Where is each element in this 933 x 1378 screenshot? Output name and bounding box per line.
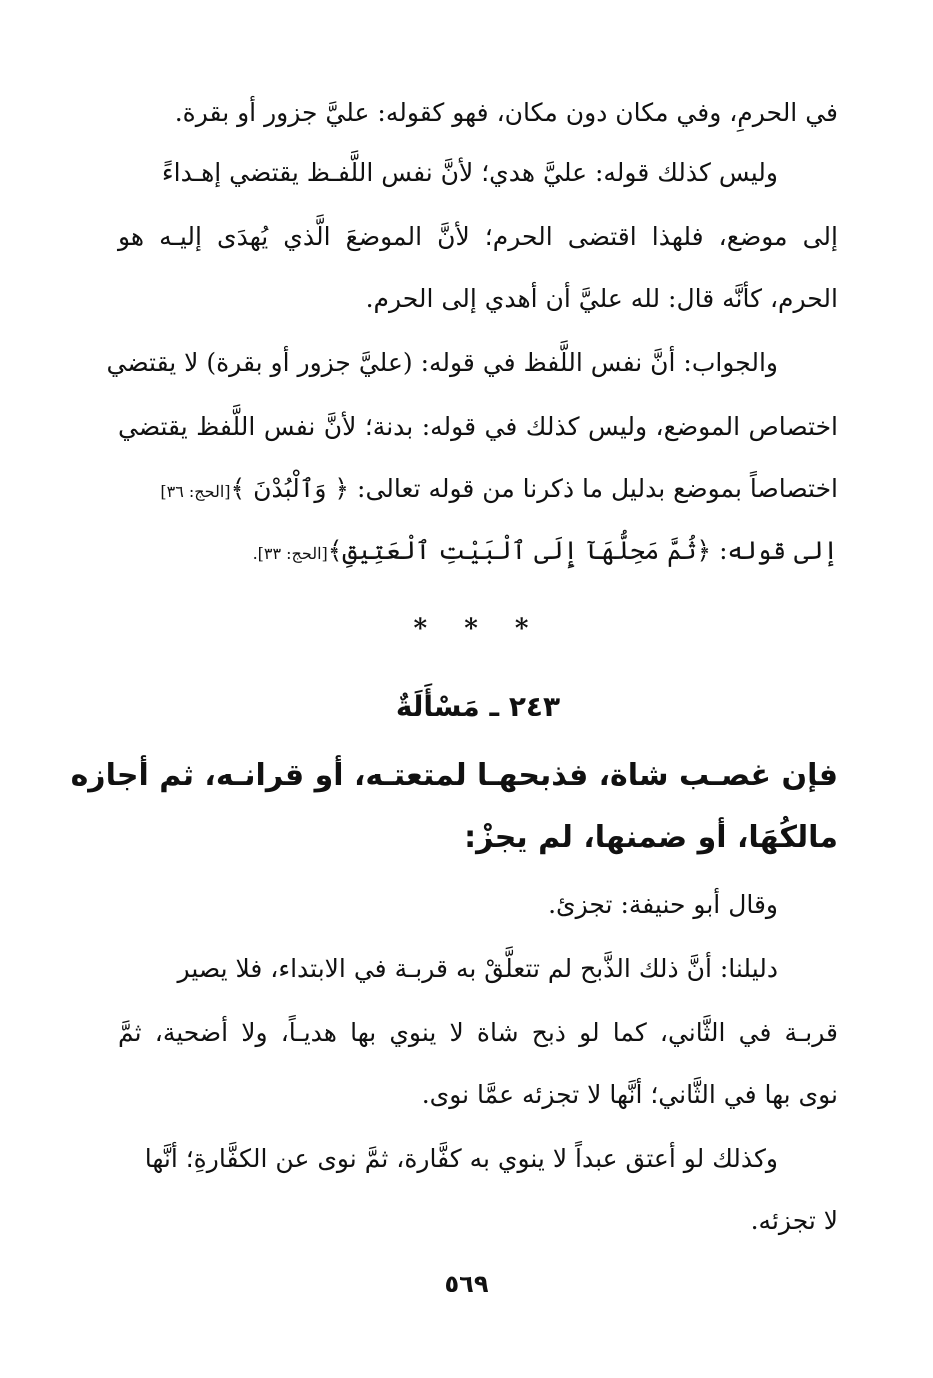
quran-reference: [الحج: ٣٦] — [160, 482, 231, 501]
paragraph-line: لا تجزئه. — [750, 1206, 838, 1235]
paragraph-line: والجواب: أنَّ نفس اللَّفظ في قوله: (عليَّ جزور أو بقرة) لا يقتضي — [106, 348, 778, 377]
question-line: مالكُهَا، أو ضمنها، لم يجزْ: — [464, 820, 838, 855]
section-heading: ٢٤٣ ـ مَسْأَلَةٌ — [395, 690, 561, 723]
paragraph-line: دليلنا: أنَّ ذلك الذَّبح لم تتعلَّقْ به قربـة في الابتداء، فلا يصير — [177, 954, 778, 983]
paragraph-line: قربـة في الثَّاني، كما لو ذبح شاة لا ينوي بها هديـاً، ولا أضحية، ثمَّ — [118, 1018, 838, 1047]
quran-reference: [الحج: ٣٣]. — [252, 544, 328, 563]
section-separator: * * * — [413, 614, 543, 644]
paragraph-line: وكذلك لو أعتق عبداً لا ينوي به كفَّارة، ثمَّ نوى عن الكفَّارةِ؛ أنَّها — [144, 1144, 778, 1173]
paragraph-line-with-ref — [118, 536, 838, 566]
question-line: فإن غصـب شاة، فذبحهـا لمتعتـه، أو قرانـه، ثم أجازه — [70, 758, 838, 793]
paragraph-line: وقال أبو حنيفة: تجزئ. — [548, 890, 778, 919]
paragraph-line: إلى موضع، فلهذا اقتضى الحرم؛ لأنَّ الموضعَ الَّذي يُهدَى إليـه هو — [118, 222, 838, 251]
paragraph-line: الحرم، كأنَّه قال: لله عليَّ أن أهدي إلى الحرم. — [365, 284, 838, 313]
page-number: ٥٦٩ — [444, 1270, 489, 1298]
paragraph-line-with-ref — [118, 474, 838, 504]
paragraph-line: وليس كذلك قوله: عليَّ هدي؛ لأنَّ نفس اللَّفـظ يقتضي إهـداءً — [161, 158, 778, 187]
paragraph-line: في الحرمِ، وفي مكان دون مكان، فهو كقوله: عليَّ جزور أو بقرة. — [174, 98, 838, 127]
paragraph-line: نوى بها في الثَّاني؛ أنَّها لا تجزئه عمَّا نوى. — [421, 1080, 838, 1109]
paragraph-line: اختصاص الموضع، وليس كذلك في قوله: بدنة؛ لأنَّ نفس اللَّفظ يقتضي — [118, 412, 838, 441]
paragraph-text: إلى قوله: ﴿ثُمَّ مَحِلُّهَآ إِلَى ٱلْبَيْتِ ٱلْعَتِيقِ﴾ — [327, 536, 838, 565]
paragraph-text: اختصاصاً بموضع بدليل ما ذكرنا من قوله تعالى: ﴿ وَٱلْبُدْنَ ﴾ — [230, 474, 838, 503]
